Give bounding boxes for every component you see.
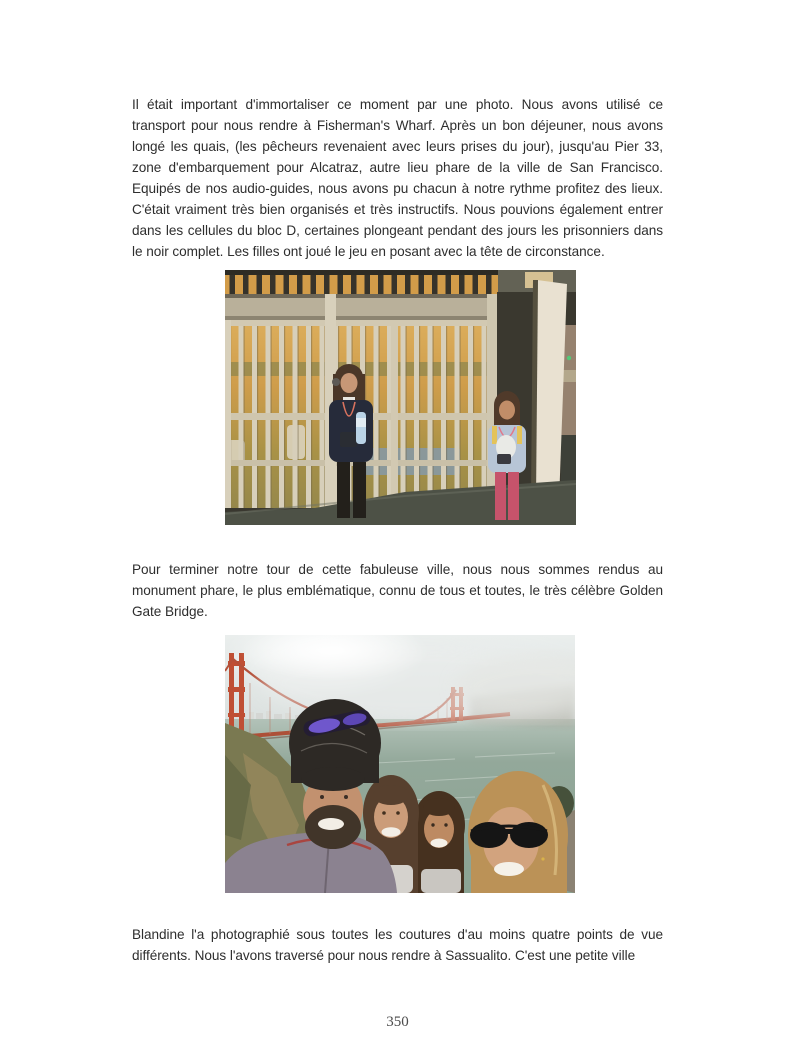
- golden-gate-selfie-illustration: [225, 635, 575, 893]
- younger-daughter-figure: [413, 791, 465, 893]
- paragraph-alcatraz: Il était important d'immortaliser ce moment par une photo. Nous avons utilisé ce transport pour nous rendre à Fisherman's Wharf. Après un bon déjeuner, nous avons longé les quais, (les pêcheurs revenaient avec leurs prises du jour), jusqu'au Pier 33, zone d'embarquement pour Alcatraz, autre lieu phare de la ville de San Francisco. Equipés de nos audio-guides, nous avons pu chacun à notre rythme profitez des lieux. C'était vraiment très bien organisés et très instructifs. Nous pouvions également entrer dans les cellules du bloc D, certaines plongeant pendant des jours les prisonniers dans le noir complet. Les filles ont joué le jeu en posant avec la tête de circonstance.: [132, 97, 663, 259]
- page-number: 350: [386, 1014, 409, 1030]
- paragraph-golden-gate: Pour terminer notre tour de cette fabuleuse ville, nous nous sommes rendus au monument phare, le plus emblématique, connu de tous et toutes, le très célèbre Golden Gate Bridge.: [132, 562, 663, 619]
- photo-alcatraz-cells: [225, 270, 576, 525]
- paragraph-sausalito: Blandine l'a photographié sous toutes les coutures d'au moins quatre points de vue différents. Nous l'avons traversé pour nous rendre à Sassualito. C'est une petite ville: [132, 927, 663, 963]
- photo-golden-gate-selfie: [225, 635, 575, 893]
- alcatraz-cells-illustration: [225, 270, 576, 525]
- mother-figure: [468, 771, 568, 893]
